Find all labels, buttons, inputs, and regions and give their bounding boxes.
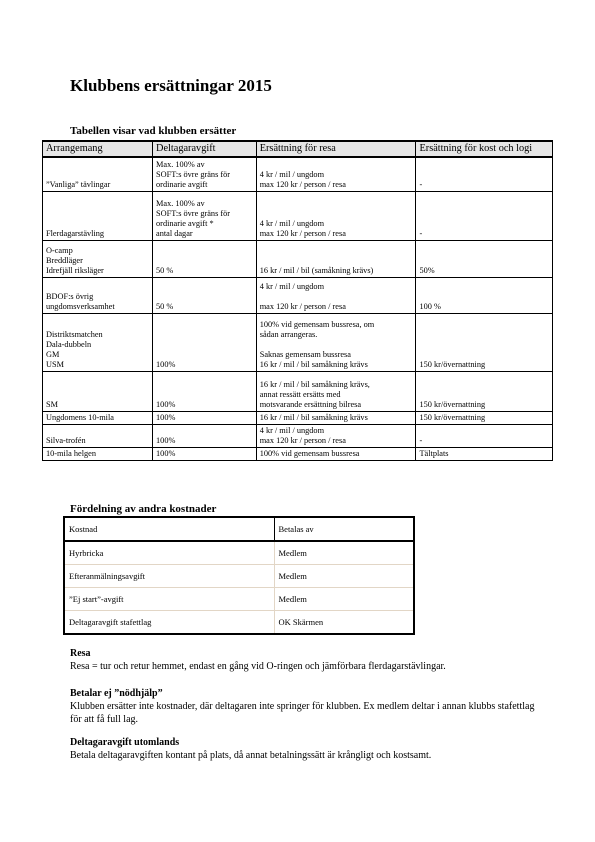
section-heading: Deltagaravgift utomlands	[70, 737, 180, 748]
header-kostnad: Kostnad	[64, 517, 274, 541]
cell-resa	[256, 313, 416, 371]
distribution-title: Fördelning av andra kostnader	[70, 503, 217, 515]
cell-line	[260, 340, 413, 350]
header-ersattning-resa: Ersättning för resa	[256, 141, 416, 157]
cell-line: Max. 100% av	[156, 159, 205, 169]
cell-betalas-av: OK Skärmen	[278, 617, 324, 627]
cell-line: sådan arrangeras.	[259, 329, 318, 339]
cell-line: Tältplats	[419, 448, 449, 458]
section-heading: Betalar ej ”nödhjälp”	[70, 688, 163, 699]
cell-arrangemang	[43, 157, 153, 191]
cell-line: 100%	[156, 412, 176, 422]
section-text: Betala deltagaravgiften kontant på plats, då annat betalningssätt är krångligt och kostsamt.	[70, 750, 432, 761]
cell-line: 4 kr / mil / ungdom	[259, 281, 325, 291]
header-deltagaravgift: Deltagaravgift	[153, 141, 257, 157]
table-row	[43, 313, 553, 371]
cell-line: max 120 kr / person / resa	[259, 301, 346, 311]
section-utomlands	[70, 736, 540, 762]
cell-line: antal dagar	[156, 228, 193, 238]
cell-resa	[256, 191, 416, 240]
cell-kost-logi	[416, 191, 553, 240]
section-text: Resa = tur och retur hemmet, endast en gång vid O-ringen och jämförbara flerdagarstävlingar.	[70, 661, 446, 672]
cell-line: 16 kr / mil / bil samåkning krävs	[259, 359, 368, 369]
cell-line: SOFT:s övre gräns för	[156, 169, 231, 179]
cell-kost-logi	[416, 371, 553, 411]
cell-line: USM	[46, 359, 64, 369]
section-text: Klubben ersätter inte kostnader, där deltagaren inte springer för klubben. Ex medlem deltar i annan klubbs stafettlag för att få full lag.	[70, 701, 535, 725]
table-header-row	[43, 141, 553, 157]
cell-line: 150 kr/övernattning	[419, 399, 486, 409]
cell-line: SOFT:s övre gräns för	[156, 208, 231, 218]
cell-line: 16 kr / mil / bil samåkning krävs,	[259, 379, 370, 389]
cell-betalas-av: Medlem	[274, 588, 414, 611]
distribution-header-row	[64, 517, 414, 541]
cell-deltagaravgift	[153, 313, 257, 371]
cell-line: -	[419, 435, 423, 445]
cell-deltagaravgift	[153, 424, 257, 447]
cell-line: 10-mila helgen	[46, 448, 96, 458]
distribution-row	[64, 541, 414, 565]
cell-line: max 120 kr / person / resa	[259, 228, 346, 238]
cell-line: ordinarie avgift *	[156, 218, 214, 228]
cell-line: Dala-dubbeln	[46, 339, 92, 349]
cell-deltagaravgift	[153, 191, 257, 240]
cell-line	[260, 292, 413, 302]
cell-deltagaravgift	[153, 277, 257, 313]
cell-line: 100%	[156, 399, 176, 409]
cell-line: ”Vanliga” tävlingar	[46, 179, 111, 189]
cell-line: 150 kr/övernattning	[419, 359, 486, 369]
header-betalas-av: Betalas av	[274, 517, 414, 541]
cell-deltagaravgift	[153, 240, 257, 277]
cell-betalas-av: Medlem	[274, 541, 414, 565]
cell-line: Ungdomens 10-mila	[46, 412, 114, 422]
table-row	[43, 277, 553, 313]
distribution-table	[63, 516, 415, 635]
cell-line: -	[419, 179, 423, 189]
cell-kost-logi	[416, 447, 553, 460]
table-row	[43, 447, 553, 460]
cell-line: -	[419, 228, 423, 238]
distribution-row	[64, 588, 414, 611]
header-ersattning-kost: Ersättning för kost och logi	[416, 141, 553, 157]
cell-line: Distriktsmatchen	[46, 329, 103, 339]
table-row	[43, 191, 553, 240]
cell-line: Silva-trofén	[46, 435, 86, 445]
table-caption: Tabellen visar vad klubben ersätter	[70, 125, 237, 137]
cell-line: 4 kr / mil / ungdom	[259, 218, 325, 228]
table-row	[43, 371, 553, 411]
cell-line: 50 %	[156, 301, 174, 311]
cell-line: 4 kr / mil / ungdom	[259, 169, 325, 179]
cell-kost-logi	[416, 157, 553, 191]
distribution-row	[64, 611, 414, 635]
cell-line: max 120 kr / person / resa	[259, 435, 346, 445]
cell-line: BDOF:s övrig	[46, 291, 94, 301]
cell-line: Idrefjäll riksläger	[46, 265, 104, 275]
cell-line: ordinarie avgift	[156, 179, 208, 189]
cell-line: 16 kr / mil / bil (samåkning krävs)	[259, 265, 374, 275]
cell-line: 50 %	[156, 265, 174, 275]
cell-arrangemang	[43, 191, 153, 240]
cell-arrangemang	[43, 424, 153, 447]
section-nodhjalp	[70, 687, 540, 726]
cell-line: ungdomsverksamhet	[46, 301, 115, 311]
cell-kost-logi	[416, 411, 553, 424]
cell-kostnad: Efteranmälningsavgift	[64, 565, 274, 588]
header-arrangemang: Arrangemang	[43, 141, 153, 157]
compensation-table	[42, 140, 553, 461]
page-title: Klubbens ersättningar 2015	[70, 76, 272, 95]
cell-resa	[256, 411, 416, 424]
cell-line: 16 kr / mil / bil samåkning krävs	[259, 412, 368, 422]
cell-resa	[256, 157, 416, 191]
cell-deltagaravgift	[153, 411, 257, 424]
cell-betalas-av: Medlem	[274, 565, 414, 588]
cell-kost-logi	[416, 313, 553, 371]
cell-line: 100%	[156, 435, 176, 445]
cell-line: Flerdagarstävling	[46, 228, 105, 238]
cell-line: Breddläger	[46, 255, 83, 265]
cell-resa	[256, 424, 416, 447]
cell-line: SM	[46, 399, 58, 409]
cell-line: motsvarande ersättning bilresa	[259, 399, 362, 409]
cell-line: Saknas gemensam bussresa	[259, 349, 351, 359]
cell-line: GM	[46, 349, 60, 359]
distribution-row	[64, 565, 414, 588]
cell-resa	[256, 447, 416, 460]
cell-arrangemang	[43, 313, 153, 371]
cell-resa	[256, 371, 416, 411]
cell-arrangemang	[43, 240, 153, 277]
cell-kost-logi	[416, 240, 553, 277]
cell-kost-logi	[416, 277, 553, 313]
table-row	[43, 424, 553, 447]
cell-line: 100% vid gemensam bussresa	[259, 448, 360, 458]
section-resa	[70, 647, 540, 673]
cell-line: 150 kr/övernattning	[419, 412, 486, 422]
cell-arrangemang	[43, 371, 153, 411]
cell-deltagaravgift	[153, 157, 257, 191]
cell-resa	[256, 277, 416, 313]
cell-kostnad: Hyrbricka	[64, 541, 274, 565]
cell-line: annat ressätt ersätts med	[259, 389, 341, 399]
cell-arrangemang	[43, 447, 153, 460]
cell-line: 100% vid gemensam bussresa, om	[259, 319, 375, 329]
section-heading: Resa	[70, 648, 91, 659]
cell-line: 100%	[156, 359, 176, 369]
cell-deltagaravgift	[153, 371, 257, 411]
cell-line: 100 %	[419, 301, 441, 311]
table-row	[43, 240, 553, 277]
table-row	[43, 157, 553, 191]
table-row	[43, 411, 553, 424]
cell-arrangemang	[43, 411, 153, 424]
cell-line: 4 kr / mil / ungdom	[259, 425, 325, 435]
cell-kost-logi	[416, 424, 553, 447]
cell-arrangemang	[43, 277, 153, 313]
cell-resa	[256, 240, 416, 277]
cell-line: O-camp	[46, 245, 73, 255]
cell-kostnad: ”Ej start”-avgift	[64, 588, 274, 611]
cell-line: 50%	[419, 265, 435, 275]
cell-kostnad: Deltagaravgift stafettlag	[64, 611, 274, 635]
cell-line: 100%	[156, 448, 176, 458]
cell-deltagaravgift	[153, 447, 257, 460]
cell-line: Max. 100% av	[156, 198, 205, 208]
cell-line: max 120 kr / person / resa	[259, 179, 346, 189]
